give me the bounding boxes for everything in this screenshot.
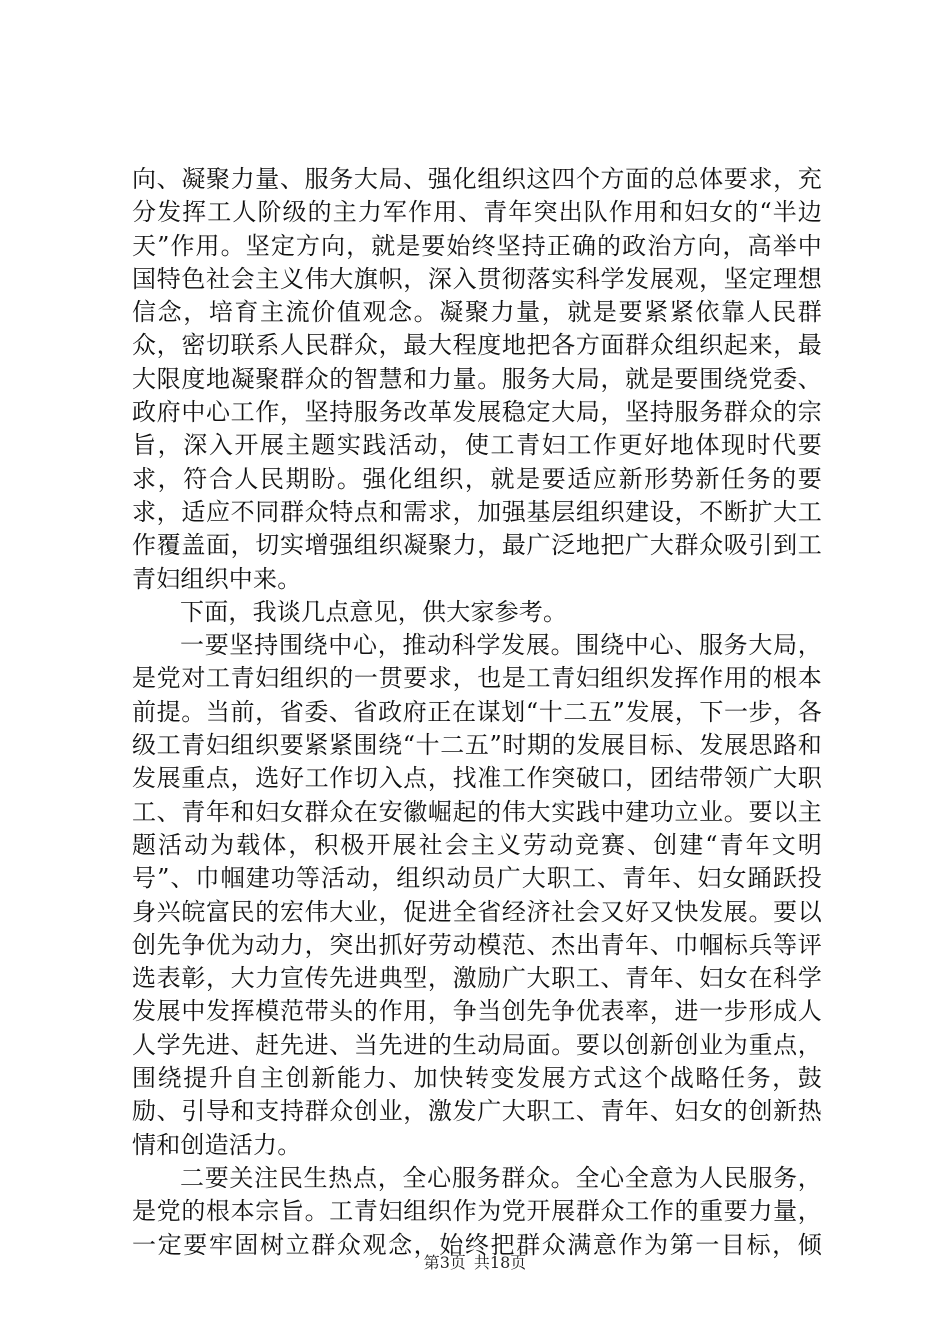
page-footer <box>0 1253 950 1273</box>
body-text <box>132 163 822 1262</box>
page-number: 第3页 <box>423 1253 466 1272</box>
paragraph-intro: 下面，我谈几点意见，供大家参考。 <box>180 597 568 626</box>
paragraph-continued: 向、凝聚力量、服务大局、强化组织这四个方面的总体要求，充分发挥工人阶级的主力军作用、青年突出队作用和妇女的“半边天”作用。坚定方向，就是要始终坚持正确的政治方向，高举中国特色社会主义伟大旗帜，深入贯彻落实科学发展观，坚定理想信念，培育主流价值观念。凝聚力量，就是要紧紧依靠人民群众，密切联系人民群众，最大程度地把各方面群众组织起来，最大限度地凝聚群众的智慧和力量。服务大局，就是要围绕党委、政府中心工作，坚持服务改革发展稳定大局，坚持服务群众的宗旨，深入开展主题实践活动，使工青妇工作更好地体现时代要求，符合人民期盼。强化组织，就是要适应新形势新任务的要求，适应不同群众特点和需求，加强基层组织建设，不断扩大工作覆盖面，切实增强组织凝聚力，最广泛地把广大群众吸引到工青妇组织中来。 <box>132 165 822 593</box>
paragraph-point-one: 一要坚持围绕中心，推动科学发展。围绕中心、服务大局，是党对工青妇组织的一贯要求，也是工青妇组织发挥作用的根本前提。当前，省委、省政府正在谋划“十二五”发展，下一步，各级工青妇组织要紧紧围绕“十二五”时期的发展目标、发展思路和发展重点，选好工作切入点，找准工作突破口，团结带领广大职工、青年和妇女群众在安徽崛起的伟大实践中建功立业。要以主题活动为载体，积极开展社会主义劳动竞赛、创建“青年文明号”、巾帼建功等活动，组织动员广大职工、青年、妇女踊跃投身兴皖富民的宏伟大业，促进全省经济社会又好又快发展。要以创先争优为动力，突出抓好劳动模范、杰出青年、巾帼标兵等评选表彰，大力宣传先进典型，激励广大职工、青年、妇女在科学发展中发挥模范带头的作用，争当创先争优表率，进一步形成人人学先进、赶先进、当先进的生动局面。要以创新创业为重点，围绕提升自主创新能力、加快转变发展方式这个战略任务，鼓励、引导和支持群众创业，激发广大职工、青年、妇女的创新热情和创造活力。 <box>132 631 822 1159</box>
page-total: 共18页 <box>473 1253 527 1272</box>
paragraph-point-two: 二要关注民生热点，全心服务群众。全心全意为人民服务，是党的根本宗旨。工青妇组织作为党开展群众工作的重要力量，一定要牢固树立群众观念，始终把群众满意作为第一目标，倾 <box>132 1163 822 1259</box>
